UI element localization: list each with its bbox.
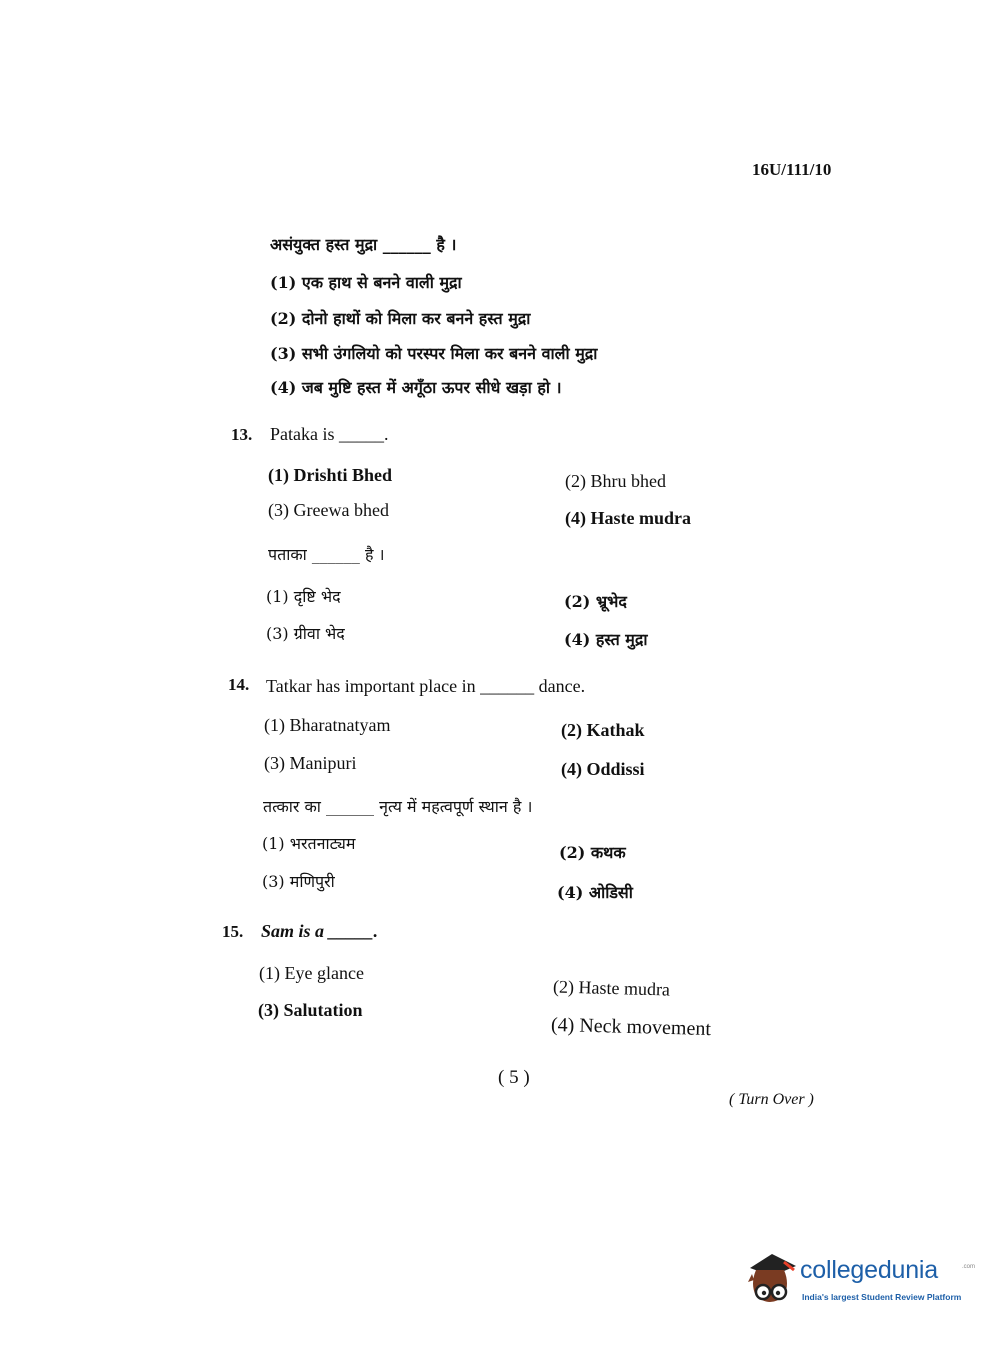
q13-number: 13. [231,425,253,444]
q15-option-2: (2) Haste mudra [552,976,671,1000]
page-number: ( 5 ) [498,1067,530,1088]
q14-hindi-option-4: (4) ओडिसी [557,883,633,902]
q14-option-1: (1) Bharatnatyam [264,715,391,735]
q14-option-3: (3) Manipuri [264,753,357,773]
q12-hindi-option-1: (1) एक हाथ से बनने वाली मुद्रा [270,273,462,292]
q13-hindi-option-1: (1) दृष्टि भेद [266,587,341,606]
mascot-icon [742,1248,798,1318]
q13-hindi-option-4: (4) हस्त मुद्रा [564,630,648,649]
turn-over-label: ( Turn Over ) [729,1091,814,1108]
q15-option-1: (1) Eye glance [259,963,364,983]
q15-stem: Sam is a _____. [261,921,379,941]
q15-option-4: (4) Neck movement [550,1013,712,1041]
q14-option-2: (2) Kathak [561,720,645,740]
q14-hindi-stem: तत्कार का ______ नृत्य में महत्वपूर्ण स्थान है । [263,797,533,816]
q13-hindi-stem: पताका ______ है । [268,545,385,564]
q13-hindi-option-2: (2) भ्रूभेद [564,592,627,611]
q14-hindi-option-1: (1) भरतनाट्यम [262,834,356,853]
q14-option-4: (4) Oddissi [561,759,645,779]
q12-hindi-option-2: (2) दोनो हाथों को मिला कर बनने हस्त मुद्रा [270,309,531,328]
q13-option-4: (4) Haste mudra [565,508,691,528]
q14-hindi-option-2: (2) कथक [559,843,626,862]
collegedunia-wordmark: collegedunia [800,1256,938,1284]
q13-option-1: (1) Drishti Bhed [268,465,393,485]
q12-hindi-option-4: (4) जब मुष्टि हस्त में अगूँठा ऊपर सीधे खड़ा हो । [270,378,562,397]
q15-option-3: (3) Salutation [258,1000,363,1020]
q15-number: 15. [222,922,244,941]
q14-stem: Tatkar has important place in ______ dance. [266,676,586,696]
q14-hindi-option-3: (3) मणिपुरी [262,872,335,891]
collegedunia-dotcom: .com [962,1264,976,1270]
q13-hindi-option-3: (3) ग्रीवा भेद [266,624,345,643]
q13-option-2: (2) Bhru bhed [565,471,666,491]
q13-stem: Pataka is _____. [270,424,389,444]
q13-option-3: (3) Greewa bhed [268,500,389,520]
collegedunia-logo [742,1248,976,1318]
paper-code: 16U/111/10 [752,160,832,179]
q12-hindi-option-3: (3) सभी उंगलियो को परस्पर मिला कर बनने वाली मुद्रा [270,344,598,363]
collegedunia-tagline: India's largest Student Review Platform [802,1292,962,1302]
q14-number: 14. [228,675,250,694]
q12-hindi-stem: असंयुक्त हस्त मुद्रा ______ है । [270,235,457,254]
